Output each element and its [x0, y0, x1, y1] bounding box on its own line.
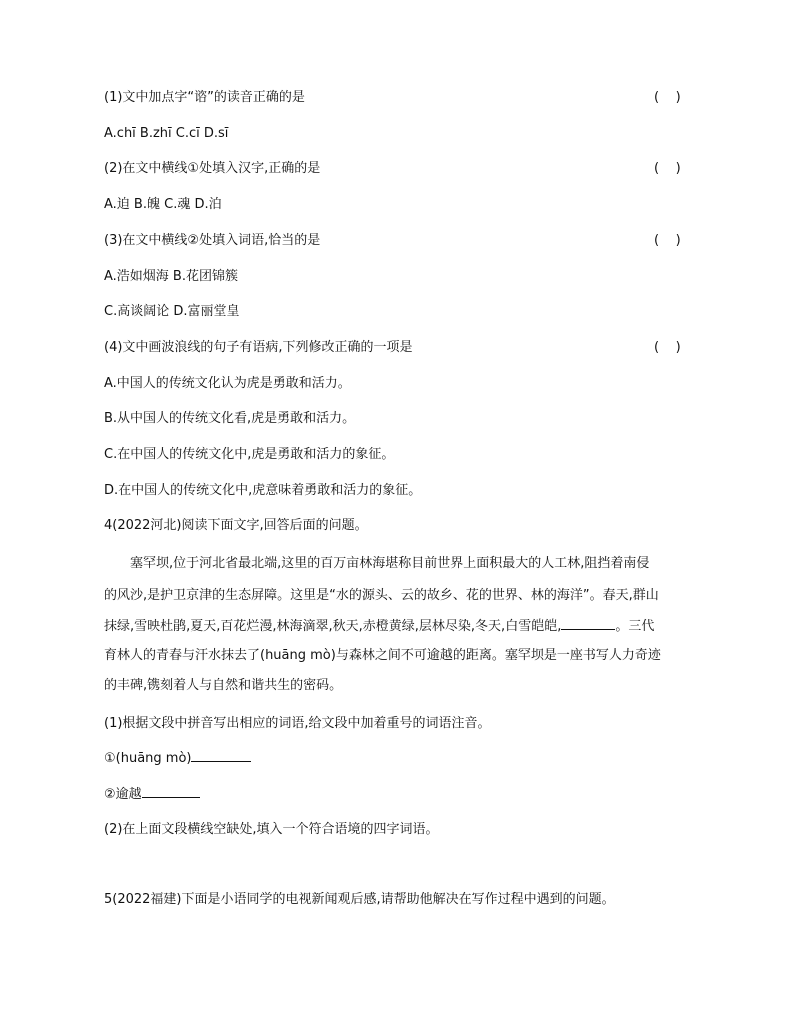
q3-sub2-stem: (2)在文中横线①处填入汉字,正确的是 [104, 161, 321, 176]
q4-sub1-stem: (1)根据文段中拼音写出相应的词语,给文段中加着重号的词语注音。 [104, 716, 491, 731]
q5-header: 5(2022福建)下面是小语同学的电视新闻观后感,请帮助他解决在写作过程中遇到的问题。 [104, 892, 615, 907]
q3-sub4-option-d: D.在中国人的传统文化中,虎意味着勇敢和活力的象征。 [104, 483, 422, 498]
q4-sub2-stem: (2)在上面文段横线空缺处,填入一个符合语境的四字词语。 [104, 822, 439, 837]
q4-sub1-item2-blank[interactable] [142, 784, 200, 798]
q4-header: 4(2022河北)阅读下面文字,回答后面的问题。 [104, 518, 368, 533]
q4-sub1-item2 [104, 784, 200, 805]
q4-sub1-item1-blank[interactable] [191, 748, 251, 762]
q3-sub4-option-b: B.从中国人的传统文化看,虎是勇敢和活力。 [104, 411, 356, 426]
q4-sub1-item1 [104, 748, 251, 769]
q3-sub3-answer-paren[interactable]: ( ) [654, 233, 681, 248]
q4-passage-line-1: 塞罕坝,位于河北省最北端,这里的百万亩林海堪称目前世界上面积最大的人工林,阻挡着南侵 [130, 556, 650, 571]
q4-passage-line-3-tail: 。三代 [615, 619, 655, 634]
q3-sub2-answer-paren[interactable]: ( ) [654, 161, 681, 176]
q3-sub1-options: A.chī B.zhī C.cī D.sī [104, 126, 229, 141]
q3-sub2-options: A.迫 B.魄 C.魂 D.泊 [104, 197, 222, 212]
q3-sub4-stem: (4)文中画波浪线的句子有语病,下列修改正确的一项是 [104, 340, 413, 355]
q4-sub1-item2-label: ②逾越 [104, 787, 142, 802]
q4-passage-line-2: 的风沙,是护卫京津的生态屏障。这里是“水的源头、云的故乡、花的世界、林的海洋”。春天,群山 [104, 588, 659, 603]
q4-sub1-item1-label: ①(huāng mò) [104, 751, 192, 766]
q3-sub4-answer-paren[interactable]: ( ) [654, 340, 681, 355]
q3-sub1-answer-paren[interactable]: ( ) [654, 90, 681, 105]
q4-passage-line-3 [104, 616, 694, 637]
q3-sub3-options-ab: A.浩如烟海 B.花团锦簇 [104, 269, 238, 284]
q4-passage-blank[interactable] [561, 616, 615, 630]
q4-passage-line-3-text: 抹绿,雪映杜鹃,夏天,百花烂漫,林海滴翠,秋天,赤橙黄绿,层林尽染,冬天,白雪皑皑, [104, 619, 562, 634]
q3-sub3-stem: (3)在文中横线②处填入词语,恰当的是 [104, 233, 321, 248]
q3-sub3-options-cd: C.高谈阔论 D.富丽堂皇 [104, 304, 240, 319]
q3-sub4-option-a: A.中国人的传统文化认为虎是勇敢和活力。 [104, 376, 351, 391]
q4-passage-line-5: 的丰碑,镌刻着人与自然和谐共生的密码。 [104, 678, 343, 693]
q4-passage-line-4: 育林人的青春与汗水抹去了(huāng mò)与森林之间不可逾越的距离。塞罕坝是一座书写人力奇迹 [104, 648, 661, 663]
q3-sub4-option-c: C.在中国人的传统文化中,虎是勇敢和活力的象征。 [104, 447, 395, 462]
q3-sub1-stem: (1)文中加点字“谘”的读音正确的是 [104, 90, 305, 105]
